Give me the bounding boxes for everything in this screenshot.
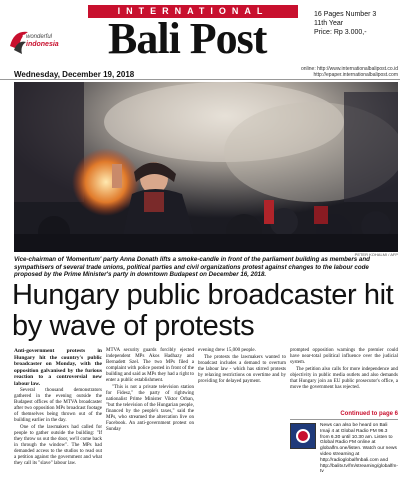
indonesia-text: indonesia xyxy=(26,41,59,48)
issue-info xyxy=(314,10,398,37)
global-radio-logo-icon xyxy=(290,423,316,449)
article-paragraph: prompted opposition warnings the premier could have near-total political influence over the judicial system. xyxy=(290,348,398,365)
web-links xyxy=(226,66,398,78)
article-paragraph: Several thousand demonstrators gathered in the evening outside the Budapest offices of the MTVA broadcaster after two opposition MPs broadcast footage of themselves being thrown out of the building earlier in the day. xyxy=(14,388,102,423)
article-lead: Anti-government protests in Hungary hit the country's public broadcaster on Monday, with the opposition galvanised by the furious reaction to a controversial new labour law. xyxy=(14,348,102,387)
international-label: INTERNATIONAL xyxy=(117,6,269,16)
wonderful-text: wonderful xyxy=(26,34,53,40)
article-column-4 xyxy=(290,348,398,392)
main-headline: Hungary public broadcaster hit by wave of protests xyxy=(12,279,394,342)
year-label: 11th Year xyxy=(314,20,344,27)
masthead xyxy=(0,0,400,80)
photo-credit: PETER KOHALMI / AFP xyxy=(354,252,398,257)
photo-caption: Vice-chairman of 'Momentum' party Anna Donath lifts a smoke-candle in front of the parliament building as members and sympathisers of several trade unions, political parties and civil organizations protest against changes to the labour code proposed by the Prime Minister's party in downtown Budapest on December 16, 2018. xyxy=(14,256,370,278)
newspaper-title: Bali Post xyxy=(108,14,267,63)
price-label: Price: Rp 3.000,- xyxy=(314,29,367,36)
article-column-2 xyxy=(106,348,194,434)
article-paragraph: The protests the lawmakers wanted to broadcast includes a demand to overturn the labour law - which has stirred protests by relaxing restrictions on overtime and by providing for delayed payment. xyxy=(198,355,286,384)
article-paragraph: The petition also calls for more independence and objectivity in public media outlets and also demands that Hungary join an EU public prosecutor's office, a move the government has rejected. xyxy=(290,367,398,390)
radio-promo-box xyxy=(290,419,398,475)
online-link[interactable]: online: http://www.internationalbalipost.co.id xyxy=(300,66,398,72)
article-column-3 xyxy=(198,348,286,386)
radio-promo-text: News can also be heard on Bali Imaji 4 at Global Radio FM 96.3 from 6.30 until 10.30 am. Listen to Global Radio FM online at globalfm.one/listen. Watch our news video streaming at http://radioglobalfmbali.com and http://balitv.tv/fm/streaming/globalfm-tv xyxy=(320,423,399,475)
pages-number: 16 Pages Number 3 xyxy=(314,11,377,18)
article-paragraph: evening drew 15,000 people. xyxy=(198,348,256,353)
article-paragraph: MTVA security guards forcibly ejected independent MPs Akos Hadhazy and Bernadett Szel. The two MPs filed a complaint with police posted in front of the building and said as MPs they had a right to enter a public establishment. xyxy=(106,348,194,383)
issue-date: Wednesday, December 19, 2018 xyxy=(14,70,135,79)
article-paragraph: "This is not a private television station for Fidesz," the party of rightwing nationalist Prime Minister Viktor Orban, "but the television of the Hungarian people, financed by the people's taxes," said the MPs, who streamed the altercation live on Facebook. An anti-government protest on Sunday xyxy=(106,385,194,432)
article-paragraph: One of the lawmakers had called for people to gather outside the building: "If they throw us out the door, we'll come back in through the window". The MPs had demanded access to the studios to read out a petition against the government and what they call its "slave" labour law. xyxy=(14,425,102,466)
continued-link[interactable]: Continued to page 6 xyxy=(340,411,398,417)
protest-photo-illustration xyxy=(14,82,398,252)
article-column-1 xyxy=(14,348,102,468)
epaper-link[interactable]: http://epaper.internationalbalipost.com xyxy=(313,72,398,78)
masthead-divider xyxy=(0,79,400,80)
front-page-photo xyxy=(14,82,398,252)
